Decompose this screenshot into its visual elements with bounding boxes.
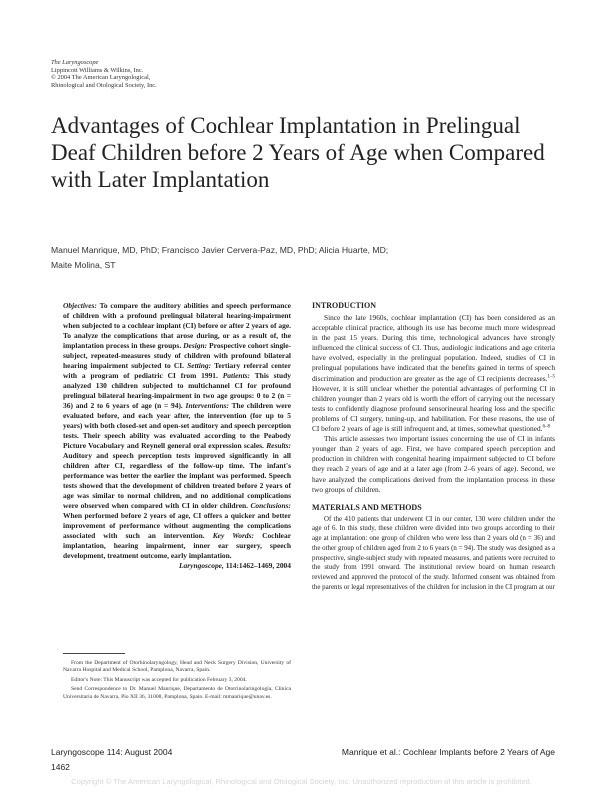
page-number: 1462 — [51, 762, 70, 772]
publisher-name: Lippincott Williams & Wilkins, Inc. — [51, 66, 144, 74]
footnote-correspondence: Send Correspondence to Dr. Manuel Manrique, Departamento de Otorrinolaringología, Clínica Universitaria de Navarra, Pío XII 36, 31008, Pamplona, Spain. E-mail: mmanrique@unav.es. — [63, 686, 291, 700]
citation-journal: Laryngoscope, — [179, 561, 224, 570]
introduction-paragraph-2: This article assesses two important issues concerning the use of CI in infants younger than 2 years of age. First, we have compared speech perception and production in children with congenital hearing impairment subjected to CI before they reach 2 years of age and at a later age (from 2–6 years of age). Second, we have analyzed the complications derived from the implantation process in these two groups of children. — [312, 434, 555, 494]
publication-info — [51, 59, 157, 89]
introduction-paragraph-1 — [312, 313, 555, 434]
introduction-heading: INTRODUCTION — [312, 301, 377, 310]
results-label: Results: — [263, 441, 291, 450]
intro-ref-2: 6–8 — [542, 424, 550, 430]
interventions-label: Interventions: — [182, 401, 229, 410]
methods-heading: MATERIALS AND METHODS — [312, 502, 422, 512]
journal-name: The Laryngoscope — [51, 59, 99, 66]
footnotes — [63, 660, 291, 703]
abstract-citation — [63, 561, 291, 571]
intro-p1-text-a: Since the late 1960s, cochlear implantation (CI) has been considered as an acceptable clinical practice, although its use has become much more widespread in the past 15 years. During this time, technological advances have strongly influenced the clinical success of CI. Thus, audiologic indications and age criteria have evolved, especially in the prelingual population. Indeed, studies of CI in prelingual populations have indicated that the benefits gained in terms of speech discrimination and production are greater as the age of CI recipients decreases. — [312, 313, 555, 383]
keywords-text: Cochlear implantation, hearing impairment, inner ear surgery, speech development, treatment outcome, early implantation. — [63, 531, 291, 560]
footer-running-head: Manrique et al.: Cochlear Implants before 2 Years of Age — [341, 747, 555, 757]
interventions-text: The children were evaluated before, and each year after, the intervention (for up to 5 years) with both closed-set and open-set auditory and speech perception tests. Their speech ability was evaluated according to the Peabody Picture Vocabulary and Reynell general oral expression scales. — [63, 401, 291, 450]
objectives-text: To compare the auditory abilities and speech performance of children with a profound prelingual bilateral hearing-impairment when subjected to a cochlear implant (CI) before or after 2 years of age. To analyze the complications that arose during, or as a result of, the implantation process in these groups. — [63, 301, 291, 350]
copyright-watermark: Copyright © The American Laryngological, Rhinological and Otological Society, Inc. Unauthorized reproduction of this article is prohibited. — [71, 777, 532, 786]
footnote-divider — [63, 653, 125, 654]
abstract — [63, 301, 291, 571]
methods-paragraph-1: Of the 410 patients that underwent CI in our center, 130 were children under the age of 6. In this study, these children were divided into two groups according to their age at implantation: one group of children who were less than 2 years old (n = 36) and the other group of children aged from 2 to 6 years (n = 94). The study was designed as a prospective, single-subject study with repeated measures, and patients were recruited to the study from 1991 onward. The institutional review board on human research reviewed and approved the protocol of the study. Informed consent was obtained from the parents or legal representatives of the children for inclusion in the CI program at our — [312, 515, 555, 591]
article-title: Advantages of Cochlear Implantation in Prelingual Deaf Children before 2 Years of Age when Compared with Later Implantation — [51, 113, 545, 192]
copyright-line: © 2004 The American Laryngological, — [51, 74, 151, 82]
footnote-affiliation: From the Department of Otorhinolaryngology, Head and Neck Surgery Division, University of Navarra Hospital and Medical School, Pamplona, Navarra, Spain. — [63, 660, 291, 674]
footnote-editor-note: Editor's Note: This Manuscript was accepted for publication February 3, 2004. — [71, 676, 247, 683]
design-text: Prospective cohort single-subject, repeated-measures study of children with profound bilateral hearing impairment subjected to CI. — [63, 341, 292, 370]
right-column — [312, 301, 555, 592]
objectives-label: Objectives: — [63, 301, 97, 310]
intro-p1-text-b: However, it is still unclear whether the potential advantages of performing CI in children younger than 2 years old is worth the effort of carrying out the necessary tests to confidently diagnose profound sensorineural hearing loss and the specific problems of CI surgery, tuning-up, and habilitation. For these reasons, the use of CI before 2 years of age is still infrequent and, at times, somewhat questioned. — [312, 383, 555, 434]
design-label: Design: — [181, 341, 208, 350]
society-line: Rhinological and Otological Society, Inc. — [51, 81, 157, 89]
author-list — [51, 243, 551, 273]
authors-line-1: Manuel Manrique, MD, PhD; Francisco Javier Cervera-Paz, MD, PhD; Alicia Huarte, MD; — [51, 245, 389, 255]
results-text: Auditory and speech perception tests improved significantly in all children after CI, regardless of the follow-up time. The infant's performance was better the earlier the implant was performed. Speech tests showed that the development of children treated before 2 years of age was similar to normal children, and no additional complications were observed when compared with CI in older children. — [63, 451, 291, 510]
patients-text: This study analyzed 130 children subjected to multichannel CI for profound prelingual bilateral hearing-impairment in two age groups: 0 to 2 (n = 36) and 2 to 6 years of age (n = 94). — [63, 371, 291, 410]
authors-line-2: Maite Molina, ST — [51, 260, 116, 270]
footer-journal-issue: Laryngoscope 114: August 2004 — [51, 747, 173, 757]
conclusions-text: When performed before 2 years of age, CI offers a quicker and better improvement of performance without augmenting the complications associated with such an intervention. — [63, 511, 291, 540]
setting-text: Tertiary referral center with a program of pediatric CI from 1991. — [63, 361, 291, 380]
setting-label: Setting: — [184, 361, 212, 370]
intro-ref-1: 1–5 — [547, 374, 555, 380]
conclusions-label: Conclusions: — [248, 501, 291, 510]
citation-ref: 114:1462–1469, 2004 — [223, 561, 291, 570]
keywords-label: Key Words: — [204, 531, 254, 540]
patients-label: Patients: — [217, 371, 251, 380]
